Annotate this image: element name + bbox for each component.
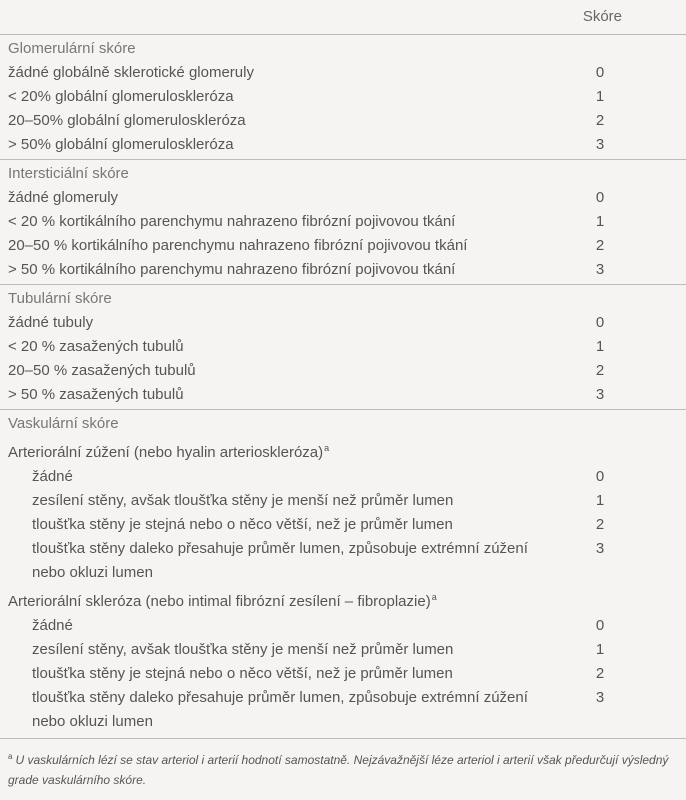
row-label: tloušťka stěny je stejná nebo o něco větší, než je průměr lumen <box>32 665 453 682</box>
table-row <box>0 234 686 258</box>
glomerular-title: Glomerulární skóre <box>8 40 136 57</box>
interstitial-section <box>0 160 686 285</box>
row-score: 3 <box>595 136 605 153</box>
row-label: zesílení stěny, avšak tloušťka stěny je menší než průměr lumen <box>32 641 454 658</box>
row-label: 20–50 % zasažených tubulů <box>8 362 196 379</box>
row-score: 3 <box>595 261 605 278</box>
row-score: 0 <box>595 468 605 485</box>
row-score: 2 <box>595 112 605 129</box>
tubular-section <box>0 285 686 410</box>
row-label: 20–50% globální glomeruloskleróza <box>8 112 246 129</box>
row-label: žádné <box>32 617 73 634</box>
row-label: žádné <box>32 468 73 485</box>
table-row <box>0 513 686 537</box>
table-row <box>0 465 686 489</box>
row-score: 1 <box>595 641 605 658</box>
row-score: 2 <box>595 237 605 254</box>
vascular-group-title <box>0 436 686 465</box>
table-row <box>0 109 686 133</box>
row-score: 0 <box>595 314 605 331</box>
row-score: 0 <box>595 64 605 81</box>
footnote-text: U vaskulárních lézí se stav arteriol i arterií hodnotí samostatně. Nejzávažnější léze arteriol i arterií však předurčují výsledný grade vaskulárního skóre. <box>8 753 669 787</box>
row-label: žádné tubuly <box>8 314 94 331</box>
table-row <box>0 186 686 210</box>
row-score: 3 <box>595 540 605 557</box>
vascular-group-title-text: Arteriorální skleróza (nebo intimal fibrózní zesílení – fibroplazie) <box>8 593 431 610</box>
footnote-marker: a <box>431 592 437 602</box>
table-row <box>0 383 686 407</box>
table-row <box>0 335 686 359</box>
row-label: žádné globálně sklerotické glomeruly <box>8 64 254 81</box>
table-row <box>0 662 686 686</box>
table-footnote <box>0 739 686 790</box>
vascular-title: Vaskulární skóre <box>8 415 119 432</box>
row-score: 3 <box>595 386 605 403</box>
table-row <box>0 614 686 638</box>
row-score: 2 <box>595 362 605 379</box>
glomerular-section <box>0 35 686 160</box>
score-column-header: Skóre <box>582 8 622 25</box>
row-score: 0 <box>595 189 605 206</box>
table-row <box>0 133 686 157</box>
table-row <box>0 311 686 335</box>
row-label: tloušťka stěny je stejná nebo o něco větší, než je průměr lumen <box>32 516 453 533</box>
row-label: > 50% globální glomeruloskleróza <box>8 136 234 153</box>
row-label: > 50 % zasažených tubulů <box>8 386 184 403</box>
footnote-marker: a <box>324 443 330 453</box>
vascular-group-title-text: Arteriorální zúžení (nebo hyalin arterioskleróza) <box>8 444 324 461</box>
table-row <box>0 210 686 234</box>
row-score: 2 <box>595 665 605 682</box>
vascular-section <box>0 410 686 739</box>
row-label: < 20 % kortikálního parenchymu nahrazeno fibrózní pojivovou tkání <box>8 213 456 230</box>
row-label: > 50 % kortikálního parenchymu nahrazeno fibrózní pojivovou tkání <box>8 261 456 278</box>
table-row <box>0 359 686 383</box>
row-score: 3 <box>595 689 605 706</box>
row-label: žádné glomeruly <box>8 189 119 206</box>
row-label: 20–50 % kortikálního parenchymu nahrazeno fibrózní pojivovou tkání <box>8 237 468 254</box>
table-row <box>0 686 686 734</box>
row-label: tloušťka stěny daleko přesahuje průměr lumen, způsobuje extrémní zúžení nebo okluzi lumen <box>32 689 528 730</box>
row-score: 1 <box>595 492 605 509</box>
row-label: < 20 % zasažených tubulů <box>8 338 184 355</box>
row-label: < 20% globální glomeruloskleróza <box>8 88 234 105</box>
interstitial-title: Intersticiální skóre <box>8 165 129 182</box>
footnote-marker: a <box>8 752 13 761</box>
row-score: 0 <box>595 617 605 634</box>
row-score: 1 <box>595 88 605 105</box>
row-label: tloušťka stěny daleko přesahuje průměr lumen, způsobuje extrémní zúžení nebo okluzi lumen <box>32 540 528 581</box>
row-score: 1 <box>595 338 605 355</box>
row-label: zesílení stěny, avšak tloušťka stěny je menší než průměr lumen <box>32 492 454 509</box>
row-score: 2 <box>595 516 605 533</box>
tubular-title: Tubulární skóre <box>8 290 112 307</box>
vascular-group-title <box>0 585 686 614</box>
table-row <box>0 85 686 109</box>
table-header <box>0 0 686 35</box>
row-score: 1 <box>595 213 605 230</box>
table-row <box>0 61 686 85</box>
table-row <box>0 489 686 513</box>
table-row <box>0 258 686 282</box>
table-row <box>0 638 686 662</box>
table-row <box>0 537 686 585</box>
